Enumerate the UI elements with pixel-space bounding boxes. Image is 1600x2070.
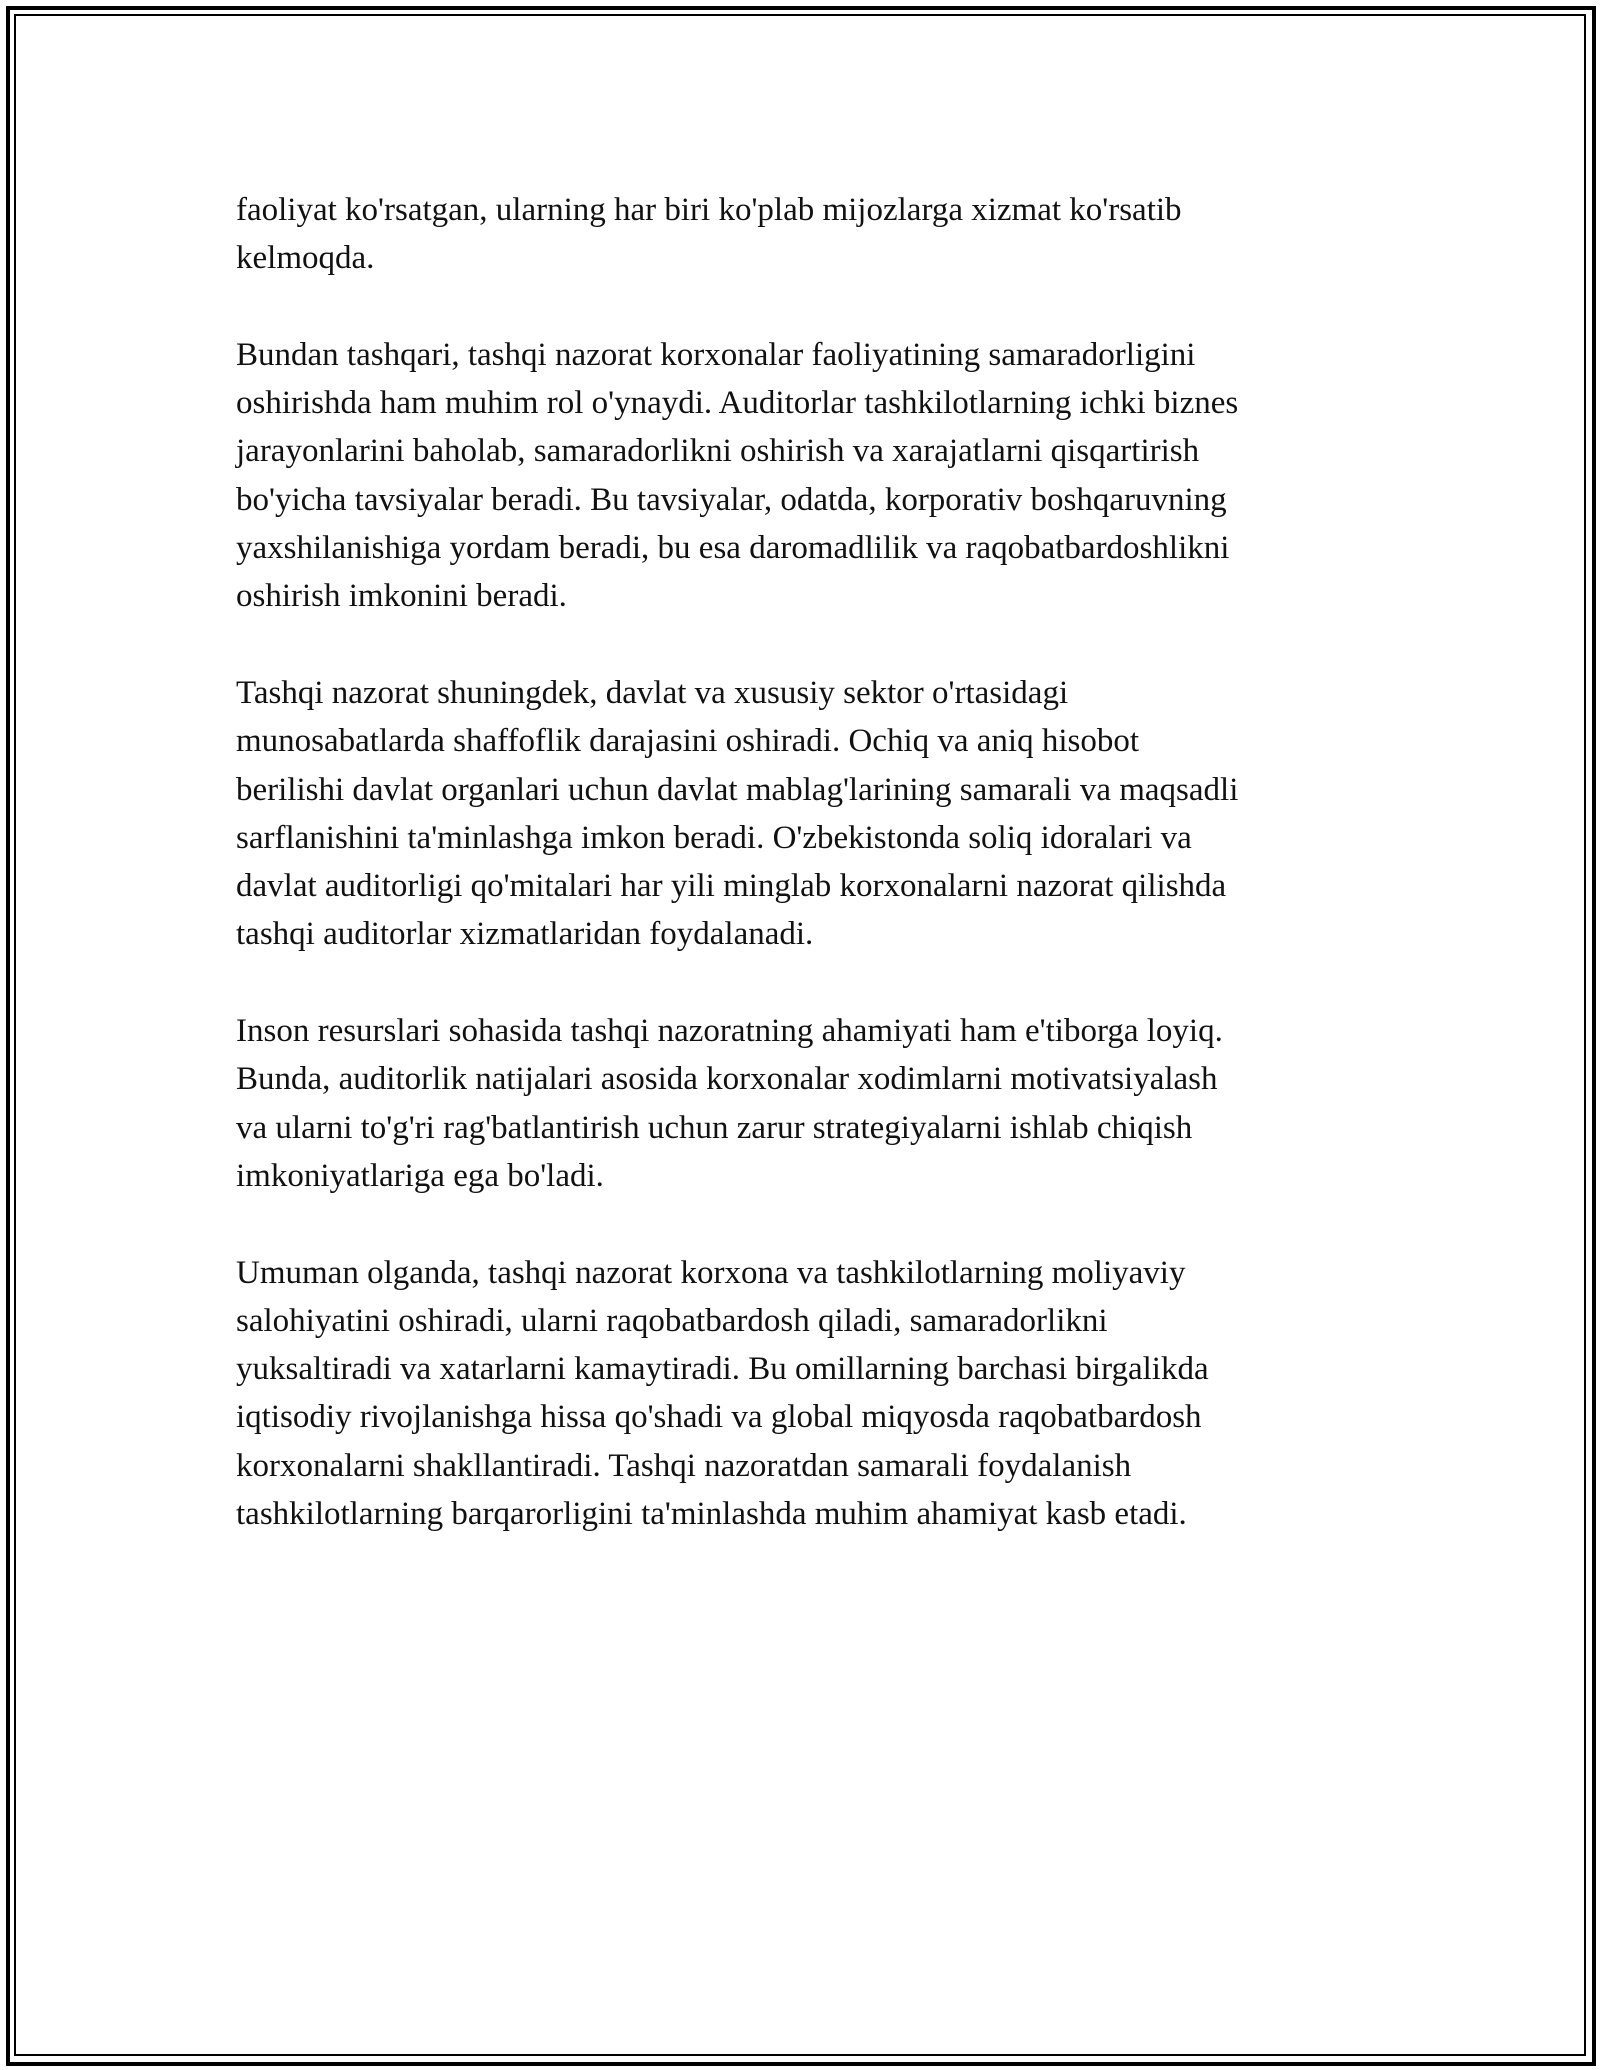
paragraph-4: Inson resurslari sohasida tashqi nazoratning ahamiyati ham e'tiborga loyiq. Bunda, auditorlik natijalari asosida korxonalar xodimlarni motivatsiyalash va ularni to'g'ri rag'batlantirish uchun zarur strategiyalarni ishlab chiqish imkoniyatlariga ega bo'ladi. xyxy=(236,1013,1223,1194)
paragraph-5: Umuman olganda, tashqi nazorat korxona va tashkilotlarning moliyaviy salohiyatini oshiradi, ularni raqobatbardosh qiladi, samaradorlikni yuksaltiradi va xatarlarni kamaytiradi. Bu omillarning barchasi birgalikda iqtisodiy rivojlanishga hissa qo'shadi va global miqyosda raqobatbardosh korxonalarni shakllantiradi. Tashqi nazoratdan samarali foydalanish tashkilotlarning barqarorligini ta'minlashda muhim ahamiyat kasb etadi. xyxy=(236,1254,1209,1533)
paragraph-1: faoliyat ko'rsatgan, ularning har biri ko'plab mijozlarga xizmat ko'rsatib kelmoqda. xyxy=(236,192,1182,277)
paragraph-3: Tashqi nazorat shuningdek, davlat va xususiy sektor o'rtasidagi munosabatlarda shaffoflik darajasini oshiradi. Ochiq va aniq hisobot berilishi davlat organlari uchun davlat mablag'larining samarali va maqsadli sarflanishini ta'minlashga imkon beradi. O'zbekistonda soliq idoralari va davlat auditorligi qo'mitalari har yili minglab korxonalarni nazorat qilishda tashqi auditorlar xizmatlaridan foydalanadi. xyxy=(236,674,1239,953)
document-body xyxy=(236,186,1366,1587)
paragraph-2: Bundan tashqari, tashqi nazorat korxonalar faoliyatining samaradorligini oshirishda ham muhim rol o'ynaydi. Auditorlar tashkilotlarning ichki biznes jarayonlarini baholab, samaradorlikni oshirish va xarajatlarni qisqartirish bo'yicha tavsiyalar beradi. Bu tavsiyalar, odatda, korporativ boshqaruvning yaxshilanishiga yordam beradi, bu esa daromadlilik va raqobatbardoshlikni oshirish imkonini beradi. xyxy=(236,336,1239,615)
